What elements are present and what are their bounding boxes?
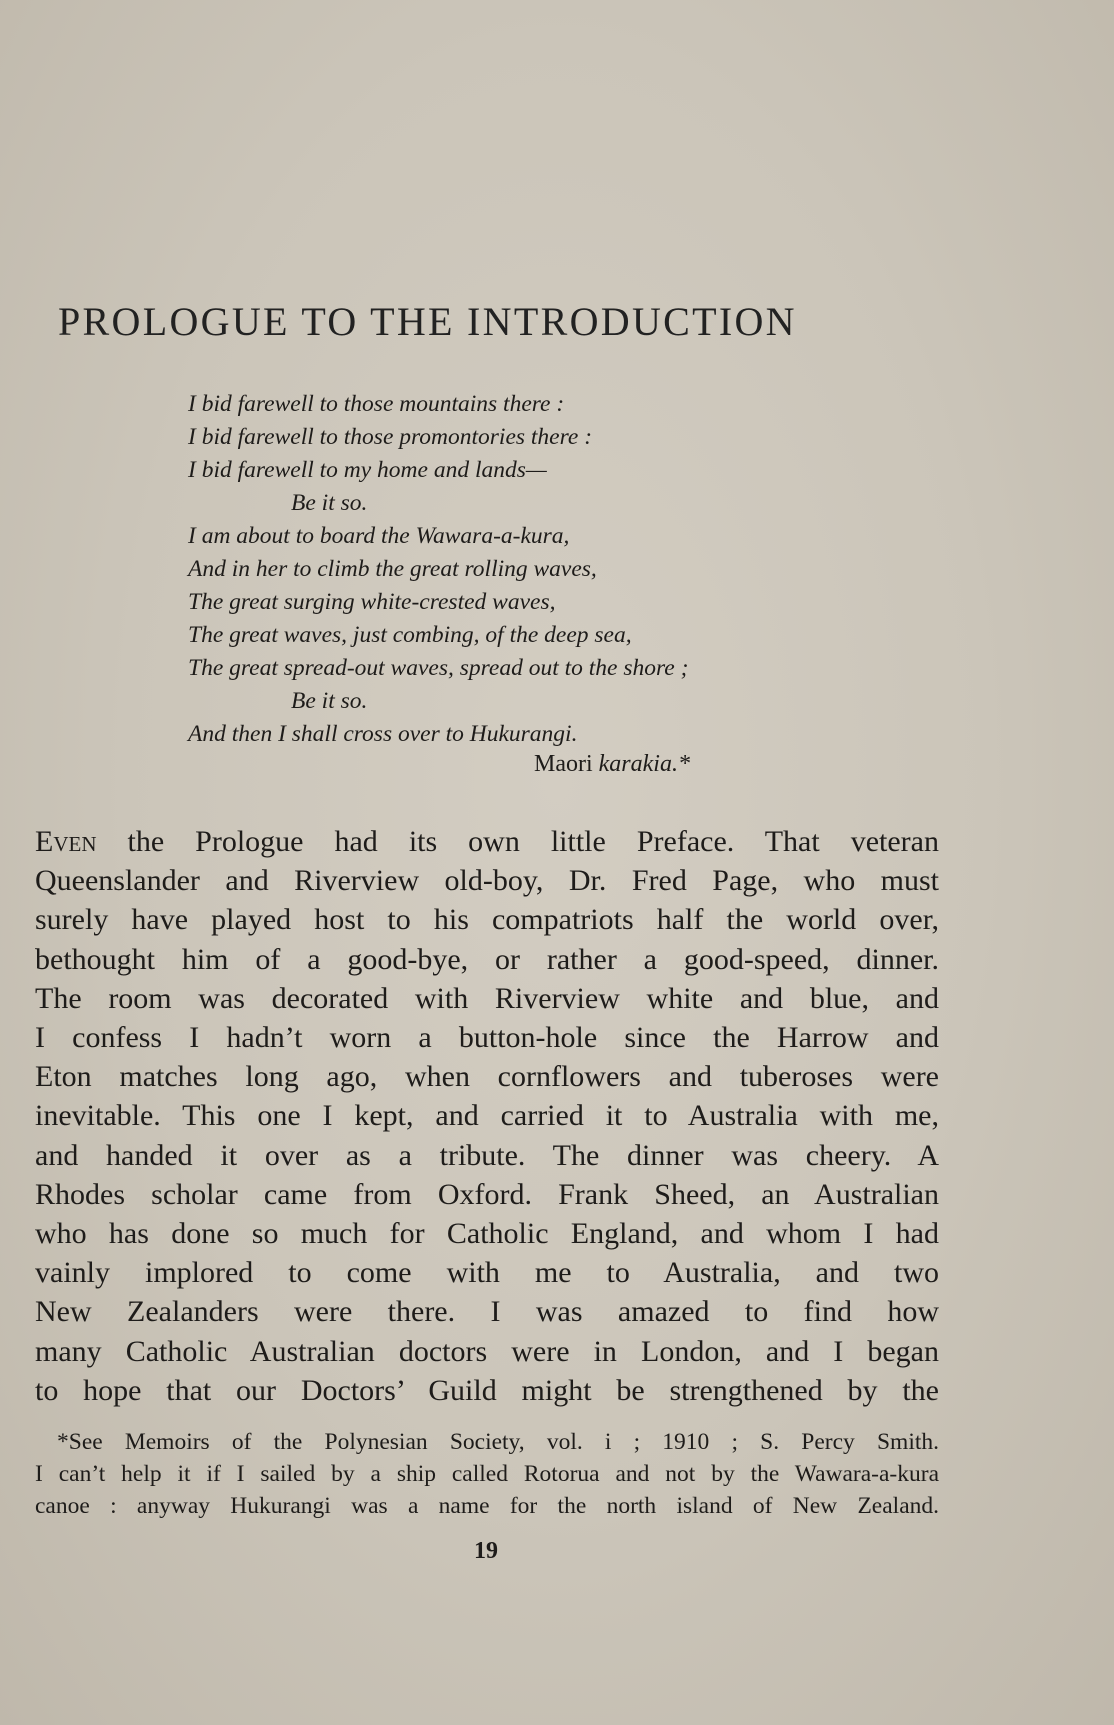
poem-attribution [534,751,690,778]
footnote [35,1426,939,1522]
body-line: many Catholic Australian doctors were in London, and I began [35,1334,939,1368]
body-line: surely have played host to his compatriots half the world over, [35,903,939,937]
body-line: to hope that our Doctors’ Guild might be strengthened by the [35,1373,939,1407]
body-line: inevitable. This one I kept, and carried it to Australia with me, [35,1099,939,1133]
epigraph-poem [188,388,688,751]
poem-line: The great spread-out waves, spread out to the shore ; [188,655,689,681]
chapter-title: PROLOGUE TO THE INTRODUCTION [58,299,797,344]
opening-word: Even [35,825,97,858]
body-line: bethought him of a good-bye, or rather a good-speed, dinner. [35,942,939,976]
poem-line: And in her to climb the great rolling waves, [188,556,597,582]
body-line: and handed it over as a tribute. The dinner was cheery. A [35,1138,939,1172]
footnote-line: canoe : anyway Hukurangi was a name for the north island of New Zealand. [35,1493,939,1519]
body-line: I confess I hadn’t worn a button-hole since the Harrow and [35,1021,939,1055]
poem-refrain: Be it so. [291,490,368,516]
page-number: 19 [474,1538,498,1564]
poem-line: And then I shall cross over to Hukurangi. [188,721,578,747]
body-line: Queenslander and Riverview old-boy, Dr. Fred Page, who must [35,864,939,898]
body-line [35,822,939,861]
poem-line: I am about to board the Wawara-a-kura, [188,523,570,549]
body-line: The room was decorated with Riverview white and blue, and [35,981,939,1015]
poem-line: The great waves, just combing, of the deep sea, [188,622,632,648]
body-line: Eton matches long ago, when cornflowers and tuberoses were [35,1060,939,1094]
body-line: Rhodes scholar came from Oxford. Frank Sheed, an Australian [35,1177,939,1211]
first-line-text: the Prologue had its own little Preface. That veteran [127,825,939,858]
footnote-line: I can’t help it if I sailed by a ship called Rotorua and not by the Wawara-a-kura [35,1461,939,1487]
poem-line: The great surging white-crested waves, [188,589,556,615]
body-line: New Zealanders were there. I was amazed to find how [35,1295,939,1329]
poem-line: I bid farewell to my home and lands— [188,457,547,483]
body-line: vainly implored to come with me to Australia, and two [35,1256,939,1290]
poem-line: I bid farewell to those mountains there : [188,391,565,417]
poem-refrain: Be it so. [291,688,368,714]
attribution-work: karakia.* [598,751,690,777]
body-paragraph [35,822,939,1410]
footnote-line: *See Memoirs of the Polynesian Society, vol. i ; 1910 ; S. Percy Smith. [57,1429,939,1455]
body-line: who has done so much for Catholic England, and whom I had [35,1217,939,1251]
attribution-author: Maori [534,751,593,777]
poem-line: I bid farewell to those promontories there : [188,424,593,450]
